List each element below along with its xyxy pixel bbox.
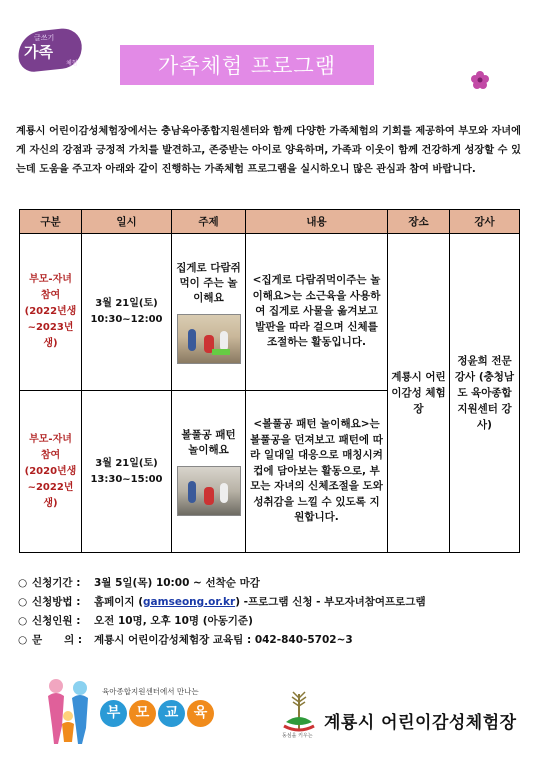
info-value: 3월 5일(목) 10:00 ~ 선착순 마감 — [94, 577, 260, 589]
row2-content: <볼풀공 패턴 놀이해요>는 볼풀공을 던져보고 패턴에 따라 일대일 대응으로 매칭시켜 컵에 담아보는 활동으로, 부모는 자녀의 신체조절을 도와 성취감을 느낄 수 있도록 지원합니다. — [250, 418, 383, 524]
info-label: 신청인원 : — [32, 615, 81, 627]
family-figures-icon — [40, 676, 100, 746]
row1-time: 10:30~12:00 — [90, 314, 163, 325]
logo-char: 교 — [158, 700, 185, 727]
row1-date: 3월 21일(토) — [95, 298, 158, 309]
center-logo — [282, 686, 522, 746]
header-theme: 주제 — [172, 210, 246, 234]
info-label: 신청기간 : — [32, 577, 81, 589]
instructor-cell — [450, 234, 520, 553]
sprout-icon — [282, 686, 316, 732]
row2-content-cell — [246, 391, 388, 553]
table-row — [20, 234, 520, 391]
logo-char: 부 — [100, 700, 127, 727]
center-name: 계룡시 어린이감성체험장 — [324, 713, 517, 733]
header-datetime: 일시 — [82, 210, 172, 234]
logo-subtitle: 육아종합지원센터에서 만나는 — [102, 687, 199, 696]
header-category: 구분 — [20, 210, 82, 234]
row2-theme: 볼풀공 패턴 놀이해요 — [181, 428, 236, 456]
title-banner — [120, 45, 374, 85]
list-item — [18, 574, 523, 593]
info-label: 신청방법 : — [32, 596, 81, 608]
place-cell — [388, 234, 450, 553]
list-item — [18, 612, 523, 631]
parent-education-logo — [40, 676, 208, 750]
table-header-row — [20, 210, 520, 234]
logo-char: 육 — [187, 700, 214, 727]
info-value-pre: 홈페이지 ( — [94, 596, 144, 608]
row1-date-cell — [82, 234, 172, 391]
row2-theme-cell — [172, 391, 246, 553]
info-value: 오전 10명, 오후 10명 (아동기준) — [94, 615, 253, 627]
bullet-icon: ○ — [18, 615, 28, 627]
program-badge-logo — [18, 30, 86, 74]
row1-target-cell — [20, 234, 82, 391]
flower-icon — [470, 70, 490, 90]
row1-activity-photo — [177, 314, 241, 364]
info-label: 문 의 : — [32, 634, 83, 646]
row1-content-cell — [246, 234, 388, 391]
row1-theme-cell — [172, 234, 246, 391]
badge-top-text: 글쓰기 — [34, 34, 55, 42]
row2-target: 부모-자녀 참여 (2020년생 ~2022년 생) — [24, 433, 77, 509]
row1-target: 부모-자녀 참여 (2022년생 ~2023년 생) — [24, 274, 77, 349]
badge-main-text: 가족 — [24, 43, 53, 61]
application-info — [18, 574, 523, 650]
bullet-icon: ○ — [18, 596, 28, 608]
bullet-icon: ○ — [18, 634, 28, 646]
info-value-post: ) -프로그램 신청 - 부모자녀참여프로그램 — [235, 596, 426, 608]
info-value: 계룡시 어린이감성체험장 교육팀 : 042-840-5702~3 — [94, 634, 353, 646]
logo-circle-group — [100, 700, 214, 727]
header-content: 내용 — [246, 210, 388, 234]
row1-theme: 집게로 다람쥐 먹이 주는 놀이해요 — [176, 261, 241, 304]
place: 계룡시 어린이감성 체험장 — [391, 371, 446, 415]
logo-char: 모 — [129, 700, 156, 727]
row1-content: <집게로 다람쥐먹이주는 놀이해요>는 소근육을 사용하여 집게로 사물을 옮겨보고 발판을 따라 걸으며 신체를 조절하는 활동입니다. — [252, 274, 381, 349]
list-item — [18, 593, 523, 612]
list-item — [18, 631, 523, 650]
program-table — [19, 209, 520, 553]
row2-time: 13:30~15:00 — [90, 473, 163, 485]
row2-date-cell — [82, 391, 172, 553]
homepage-link[interactable]: gamseong.or.kr — [143, 596, 236, 608]
bullet-icon: ○ — [18, 577, 28, 589]
instructor: 정윤희 전문강사 (충청남도 육아종합지원센터 강사) — [454, 355, 515, 431]
header-instructor: 강사 — [450, 210, 520, 234]
sprout-caption: 동심을 키우는 — [282, 733, 313, 739]
page-title: 가족체험 프로그램 — [158, 54, 336, 78]
row2-target-cell — [20, 391, 82, 553]
header-place: 장소 — [388, 210, 450, 234]
badge-tail-text: 체험 — [66, 60, 78, 67]
intro-paragraph: 계룡시 어린이감성체험장에서는 충남육아종합지원센터와 함께 다양한 가족체험의 기회를 제공하여 부모와 자녀에게 자신의 강점과 긍정적 가치를 발견하고, 존중받는 아이로 양육하며, 가족과 이웃이 함께 건강하게 성장할 수 있는데 도움을 주고자 아래와 같이 진행하는 가족체험 프로그램을 실시하오니 많은 관심과 참여 바랍니다. — [16, 126, 521, 175]
row2-date: 3월 21일(토) — [95, 457, 158, 469]
row2-activity-photo — [177, 466, 241, 516]
